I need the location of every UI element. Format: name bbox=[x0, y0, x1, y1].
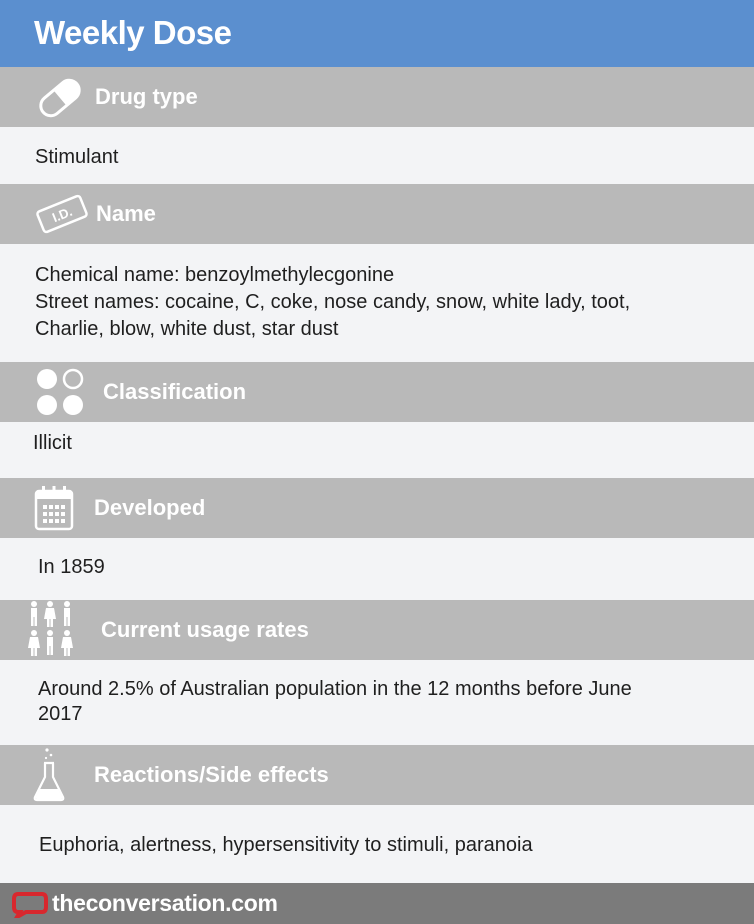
people-icon bbox=[26, 600, 78, 660]
section-heading: Drug type bbox=[95, 84, 198, 109]
body-line: In 1859 bbox=[38, 556, 105, 578]
section-heading: Reactions/Side effects bbox=[94, 762, 329, 787]
section-heading: Current usage rates bbox=[101, 617, 309, 642]
section-body-reactions bbox=[39, 832, 739, 859]
body-line: Charlie, blow, white dust, star dust bbox=[35, 318, 339, 340]
body-line: Stimulant bbox=[35, 146, 119, 168]
section-heading: Developed bbox=[94, 495, 206, 520]
calendar-icon bbox=[34, 485, 74, 531]
section-heading: Name bbox=[96, 201, 156, 226]
section-header-reactions bbox=[0, 745, 754, 805]
section-header-drug-type bbox=[0, 67, 754, 127]
body-line: Street names: cocaine, C, coke, nose candy, snow, white lady, toot, bbox=[35, 291, 631, 313]
body-line: Illicit bbox=[33, 432, 72, 454]
flask-icon bbox=[32, 747, 66, 803]
classification-dots-icon bbox=[35, 366, 87, 418]
pill-icon bbox=[34, 73, 86, 123]
svg-text:I.D.: I.D. bbox=[49, 203, 75, 226]
body-line: 2017 bbox=[38, 703, 83, 725]
section-header-name bbox=[0, 184, 754, 244]
footer-bar bbox=[0, 883, 754, 924]
section-body-developed bbox=[38, 554, 738, 581]
section-header-classification bbox=[0, 362, 754, 422]
id-tag-icon bbox=[34, 194, 90, 234]
page-title: Weekly Dose bbox=[34, 14, 232, 51]
brand-name: theconversation.com bbox=[52, 890, 278, 916]
header-bar bbox=[0, 0, 754, 67]
section-header-usage bbox=[0, 600, 754, 660]
section-body-drug-type bbox=[35, 144, 735, 171]
conversation-logo-icon bbox=[12, 890, 48, 918]
section-body-name bbox=[35, 262, 735, 343]
section-body-classification bbox=[33, 430, 733, 457]
section-body-usage bbox=[38, 677, 738, 727]
body-line: Around 2.5% of Australian population in the 12 months before June bbox=[38, 678, 632, 700]
section-header-developed bbox=[0, 478, 754, 538]
section-heading: Classification bbox=[103, 379, 247, 404]
body-line: Chemical name: benzoylmethylecgonine bbox=[35, 264, 395, 286]
body-line: Euphoria, alertness, hypersensitivity to stimuli, paranoia bbox=[39, 834, 533, 856]
